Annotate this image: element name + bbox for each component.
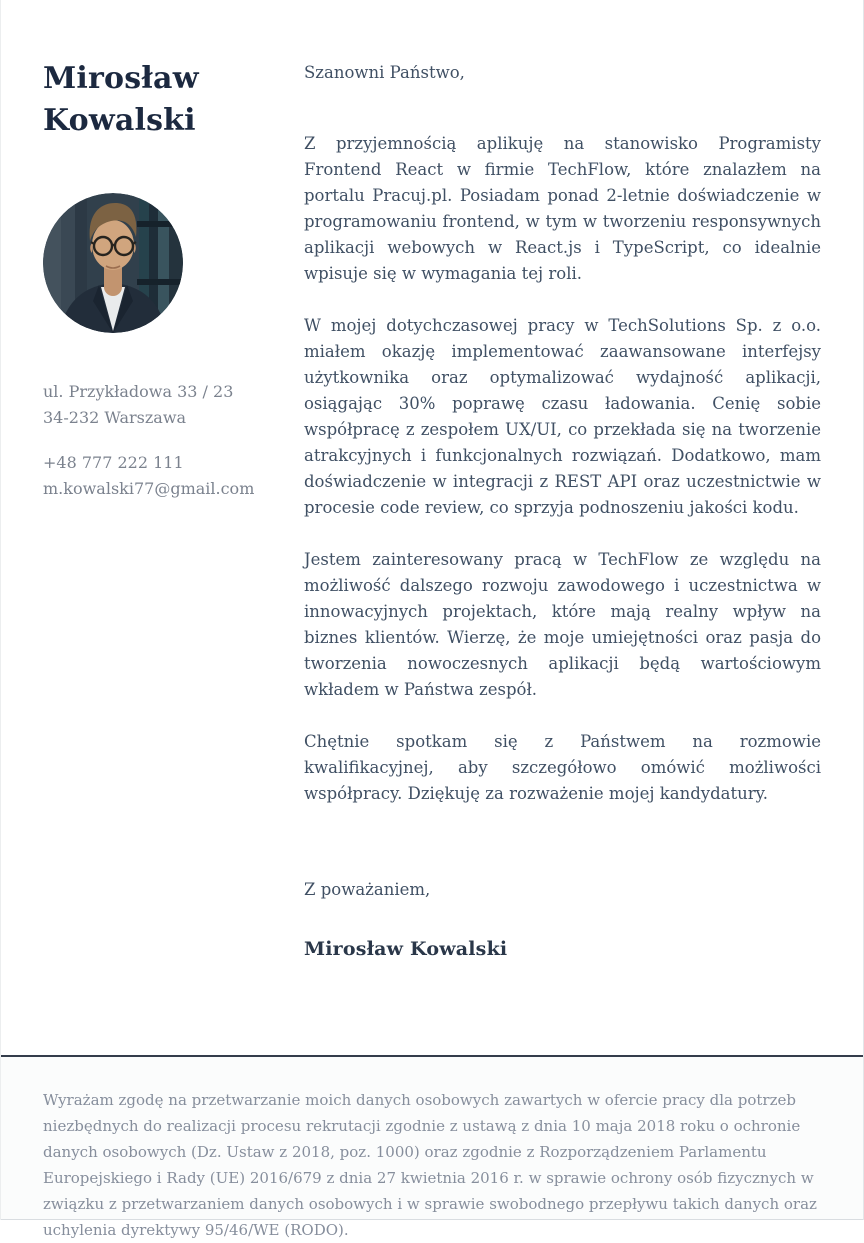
address-block: [43, 379, 271, 431]
address-line-2: 34-232 Warszawa: [43, 408, 187, 427]
profile-photo: [43, 193, 183, 333]
email-address: m.kowalski77@gmail.com: [43, 479, 255, 498]
address-line-1: ul. Przykładowa 33 / 23: [43, 382, 234, 401]
letter-paragraph: Chętnie spotkam się z Państwem na rozmowie kwalifikacyjnej, aby szczegółowo omówić możliwości współpracy. Dziękuję za rozważenie mojej kandydatury.: [304, 732, 821, 803]
footer: [1, 1055, 863, 1239]
letter-closing: Z poważaniem,: [304, 880, 431, 899]
letter-body: [304, 0, 821, 960]
phone-email-block: [43, 450, 271, 502]
letter-paragraph: W mojej dotychczasowej pracy w TechSolutions Sp. z o.o. miałem okazję implementować zaawansowane interfejsy użytkownika oraz optymalizować wydajność aplikacji, osiągając 30% poprawę czasu ładowania. Cenię sobie współpracę z zespołem UX/UI, co przekłada się na tworzenie atrakcyjnych i funkcjonalnych rozwiązań. Dodatkowo, mam doświadczenie w integracji z REST API oraz uczestnictwie w procesie code review, co sprzyja podnoszeniu jakości kodu.: [304, 316, 821, 517]
letter-greeting: Szanowni Państwo,: [304, 63, 465, 82]
contact-info: [43, 379, 271, 502]
candidate-name: Mirosław Kowalski: [43, 61, 199, 138]
signature-name: Mirosław Kowalski: [304, 938, 508, 960]
rodo-disclaimer: Wyrażam zgodę na przetwarzanie moich danych osobowych zawartych w ofercie pracy dla potrzeb niezbędnych do realizacji procesu rekrutacji zgodnie z ustawą z dnia 10 maja 2018 roku o ochronie danych osobowych (Dz. Ustaw z 2018, poz. 1000) oraz zgodnie z Rozporządzeniem Parlamentu Europejskiego i Rady (UE) 2016/679 z dnia 27 kwietnia 2016 r. w sprawie ochrony osób fizycznych w związku z przetwarzaniem danych osobowych i w sprawie swobodnego przepływu takich danych oraz uchylenia dyrektywy 95/46/WE (RODO).: [43, 1091, 817, 1239]
letter-paragraph: Z przyjemnością aplikuję na stanowisko Programisty Frontend React w firmie TechFlow, które znalazłem na portalu Pracuj.pl. Posiadam ponad 2-letnie doświadczenie w programowaniu frontend, w tym w tworzeniu responsywnych aplikacji webowych w React.js i TypeScript, co idealnie wpisuje się w wymagania tej roli.: [304, 134, 821, 283]
sidebar: [43, 58, 271, 502]
letter-paragraph: Jestem zainteresowany pracą w TechFlow ze względu na możliwość dalszego rozwoju zawodowego i uczestnictwa w innowacyjnych projektach, które mają realny wpływ na biznes klientów. Wierzę, że moje umiejętności oraz pasja do tworzenia nowoczesnych aplikacji będą wartościowym wkładem w Państwa zespół.: [304, 550, 821, 699]
phone-number: +48 777 222 111: [43, 453, 184, 472]
letter-paragraphs: [304, 131, 821, 807]
